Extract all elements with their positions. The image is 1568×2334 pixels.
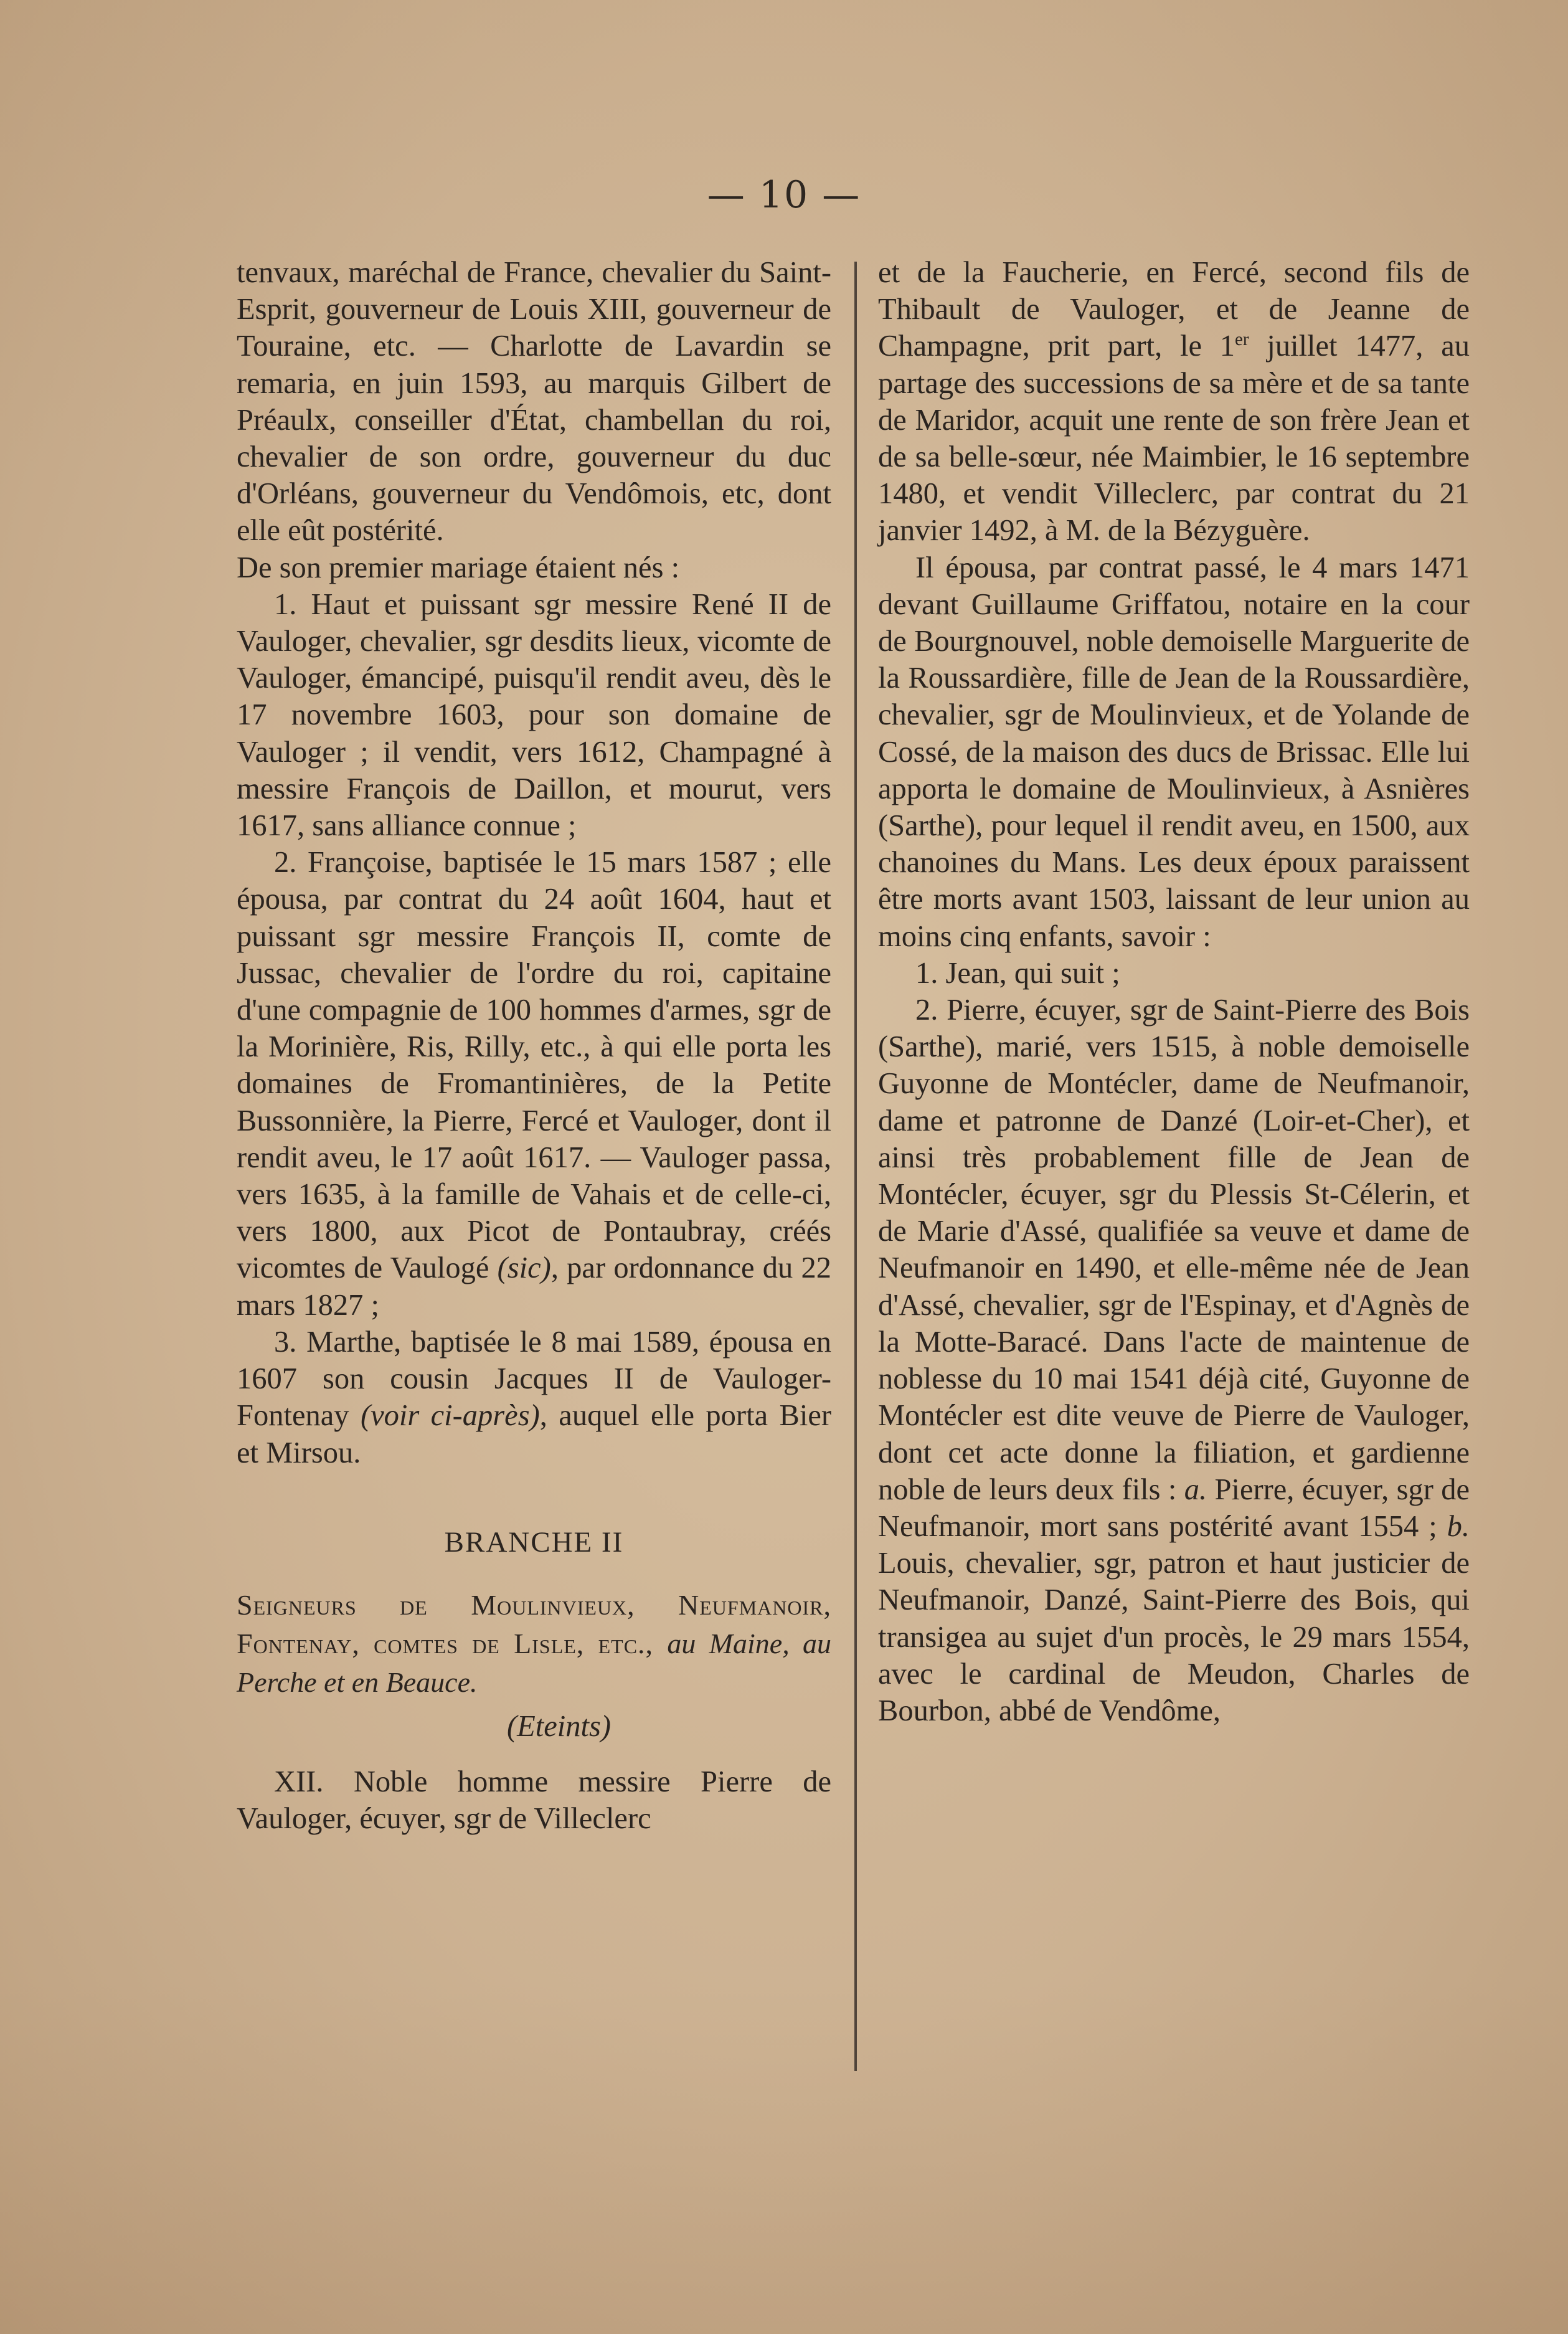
paragraph: 1. Jean, qui suit ; xyxy=(915,956,1120,990)
list-marker: a. xyxy=(1184,1473,1207,1506)
paragraph: De son premier mariage étaient nés : xyxy=(237,551,680,584)
paragraph-text: 3. Marthe, baptisée le 8 mai 1589, épousa en 1607 son cousin Jacques II de Vauloger-Fontenay xyxy=(237,1325,831,1433)
paragraph xyxy=(878,992,1470,1729)
paragraph: Il épousa, par contrat passé, le 4 mars 1471 devant Guillaume Griffatou, notaire en la cour de Bourgnouvel, noble demoiselle Marguerite de la Roussardière, fille de Jean de la Roussardière, chevalier, sgr de Moulinvieux, et de Yolande de Cossé, de la maison des ducs de Brissac. Elle lui apporta le domaine de Moulinvieux, à Asnières (Sarthe), pour lequel il rendit aveu, en 1500, aux chanoines du Mans. Les deux époux paraissent être morts avant 1503, laissant de leur union au moins cinq enfants, savoir : xyxy=(878,551,1470,953)
sic-note: (sic) xyxy=(497,1251,551,1285)
paragraph xyxy=(878,254,1470,549)
paragraph-text: 2. Françoise, baptisée le 15 mars 1587 ; elle épousa, par contrat du 24 août 1604, haut et puissant sgr messire François II, comte de Jussac, chevalier de l'ordre du roi, capitaine d'une compagnie de 100 hommes d'armes, sgr de la Morinière, Ris, Rilly, etc., à qui elle porta les domaines de Fromantinières, de la Petite Bussonnière, la Pierre, Fercé et Vauloger, dont il rendit aveu, le 17 août 1617. — Vauloger passa, vers 1635, à la famille de Vahais et de celle-ci, vers 1800, aux Picot de Pontaubray, créés vicomtes de Vaulogé xyxy=(237,846,831,1285)
branch-status: (Eteints) xyxy=(506,1709,611,1743)
branch-subtitle-text: Seigneurs de Moulinvieux, Neufmanoir, Fontenay, comtes de Lisle, etc., xyxy=(237,1588,831,1659)
superscript: er xyxy=(1235,330,1249,350)
page-number: — 10 — xyxy=(707,173,861,217)
branch-region: au Maine, au Perche et en Beauce. xyxy=(237,1627,832,1698)
paragraph xyxy=(237,844,831,1324)
paragraph-text: , par ordonnance du 22 mars 1827 ; xyxy=(237,1251,831,1322)
paragraph: tenvaux, maréchal de France, chevalier du Saint-Esprit, gouverneur de Louis XIII, gouverneur de Touraine, etc. — Charlotte de Lavardin se remaria, en juin 1593, au marquis Gilbert de Préaulx, conseiller d'État, chambellan du roi, chevalier de son ordre, gouverneur du duc d'Orléans, gouverneur du Vendômois, etc, dont elle eût postérité. xyxy=(237,256,831,548)
column-divider xyxy=(854,262,857,2071)
paragraph: 1. Haut et puissant sgr messire René II de Vauloger, chevalier, sgr desdits lieux, vicomte de Vauloger, émancipé, puisqu'il rendit aveu, dès le 17 novembre 1603, pour son domaine de Vauloger ; il vendit, vers 1612, Champagné à messire François de Daillon, et mourut, vers 1617, sans alliance connue ; xyxy=(237,587,831,843)
right-column xyxy=(878,254,1470,1729)
branch-title: BRANCHE II xyxy=(444,1525,624,1558)
paragraph: XII. Noble homme messire Pierre de Vauloger, écuyer, sgr de Villeclerc xyxy=(237,1765,831,1836)
left-column xyxy=(237,254,831,1838)
paragraph-text: Pierre, écuyer, sgr de Neufmanoir, mort sans postérité avant 1554 ; xyxy=(878,1473,1470,1543)
cross-reference: (voir ci-après) xyxy=(360,1399,540,1433)
paragraph-text: 2. Pierre, écuyer, sgr de Saint-Pierre des Bois (Sarthe), marié, vers 1515, à noble demoiselle Guyonne de Montécler, dame de Neufmanoir, dame et patronne de Danzé (Loir-et-Cher), et ainsi très probablement fille de Jean de Montécler, écuyer, sgr du Plessis St-Célerin, et de Marie d'Assé, qualifiée sa veuve et dame de Neufmanoir en 1490, et elle-même née de Jean d'Assé, chevalier, sgr de l'Espinay, et d'Agnès de la Motte-Baracé. Dans l'acte de maintenue de noblesse du 10 mai 1541 déjà cité, Guyonne de Montécler est dite veuve de Pierre de Vauloger, dont cet acte donne la filiation, et gardienne noble de leurs deux fils : xyxy=(878,994,1470,1506)
list-marker: b. xyxy=(1447,1509,1470,1543)
branch-subtitle xyxy=(237,1586,831,1702)
paragraph-text: juillet 1477, au partage des successions de sa mère et de sa tante de Maridor, acquit une rente de son frère Jean et de sa belle-sœur, née Maimbier, le 16 septembre 1480, et vendit Villeclerc, par contrat du 21 janvier 1492, à M. de la Bézyguère. xyxy=(878,330,1470,548)
paragraph-text: et de la Faucherie, en Fercé, second fils de Thibault de Vauloger, et de Jeanne de Champagne, prit part, le 1 xyxy=(878,256,1470,363)
paragraph-text: Louis, chevalier, sgr, patron et haut justicier de Neufmanoir, Danzé, Saint-Pierre des Bois, qui transigea au sujet d'un procès, le 29 mars 1554, avec le cardinal de Meudon, Charles de Bourbon, abbé de Vendôme, xyxy=(878,1547,1470,1727)
paragraph-text: , auquel elle porta Bier et Mirsou. xyxy=(237,1399,832,1469)
paragraph xyxy=(237,1324,831,1471)
